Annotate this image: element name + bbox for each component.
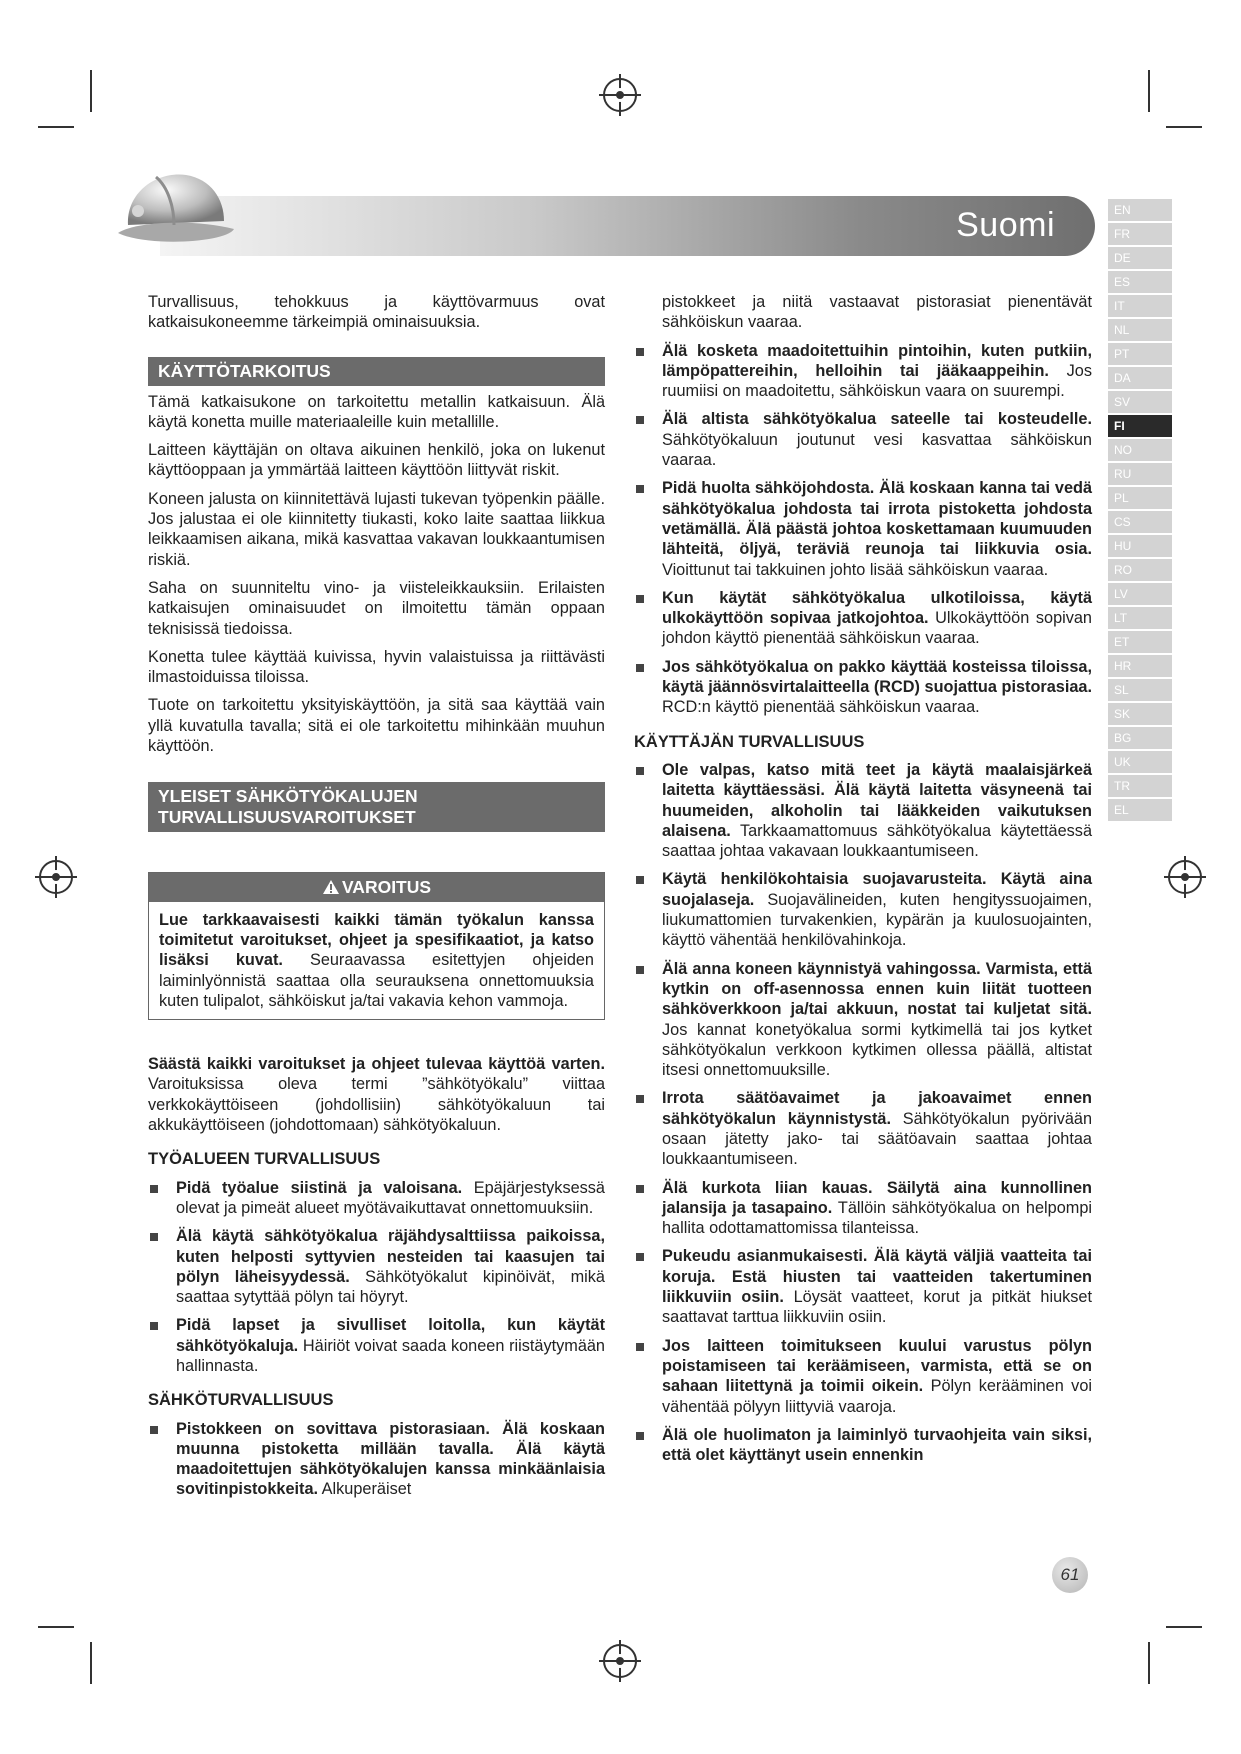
warning-box [148,872,605,1020]
item-bold: Käytä henkilökohtaisia suojavarusteita. Käytä aina suojalaseja. [662,870,1092,909]
lang-tab-lt[interactable]: LT [1108,607,1172,629]
list-item [634,1336,1092,1417]
lang-tab-en[interactable]: EN [1108,199,1172,221]
warning-title: VAROITUS [341,877,432,898]
item-bold: Älä altista sähkötyökalua sateelle tai kosteudelle. [662,410,1092,429]
item-bold: Pukeudu asianmukaisesti. Älä käytä väljiä vaatteita tai koruja. Estä hiusten tai vaatteiden takertuminen liikkuviin osiin. [662,1247,1092,1307]
item-text: Löysät vaatteet, korut ja pitkät hiukset saattavat tarttua liikkuviin osiin. [662,1288,1092,1327]
electric-list-continued [634,341,1092,718]
lang-tab-es[interactable]: ES [1108,271,1172,293]
registration-mark-icon [603,78,637,112]
item-bold: Älä kurkota liian kauas. Säilytä aina kunnollinen jalansija ja tasapaino. [662,1178,1092,1217]
list-item [634,760,1092,861]
purpose-paragraph: Koneen jalusta on kiinnitettävä lujasti tukevan työpenkin päälle. Jos jalustaa ei ole kiinnitetty tiukasti, koko laite saattaa liikkua leikkaamisen aikana, mikä kasvattaa vakavan loukkaantumisen riskiä. [148,489,605,569]
item-text: Sähkötyökalun pyörivään osaan jätetty jako- tai säätöavain saattaa johtaa loukkaantumiseen. [662,1109,1092,1169]
list-item [148,1315,605,1376]
list-item [634,1246,1092,1327]
list-item [148,1226,605,1307]
item-bold: Pistokkeen on sovittava pistorasiaan. Älä koskaan muunna pistoketta millään tavalla. Älä käytä maadoitettujen sähkötyökalujen kanssa minkäänlaisia sovitinpistokkeita. [176,1419,605,1499]
lang-tab-sk[interactable]: SK [1108,703,1172,725]
section-heading-electric: SÄHKÖTURVALLISUUS [148,1391,334,1410]
crop-mark [1166,1626,1202,1628]
lang-tab-fr[interactable]: FR [1108,223,1172,245]
list-item [634,409,1092,470]
right-column [634,292,1092,1473]
item-bold: Pidä huolta sähköjohdosta. Älä koskaan kanna tai vedä sähkötyökalua johdosta tai irrota pistoketta johdosta vetämällä. Älä päästä johtoa koskettamaan kuumuuden lähteitä, öljyä, teräviä reunoja tai liikkuvia osia. [662,479,1092,559]
item-bold: Älä kosketa maadoitettuihin pintoihin, kuten putkiin, lämpöpattereihin, helloihin tai jääkaappeihin. [662,341,1092,380]
purpose-paragraph: Tämä katkaisukone on tarkoitettu metallin katkaisuun. Älä käytä konetta muille materiaaleille kuin metallille. [148,392,605,431]
list-item [634,657,1092,718]
list-item [634,1425,1092,1466]
item-bold: Älä anna koneen käynnistyä vahingossa. Varmista, että kytkin on off-asennossa ennen kuin liität tuotteen sähköverkkoon ja/tai akkuun, nostat tai kuljetat sitä. [662,959,1092,1019]
lang-tab-ru[interactable]: RU [1108,463,1172,485]
item-text: Epäjärjestyksessä olevat ja pimeät alueet myötävaikuttavat onnettomuuksiin. [176,1178,605,1217]
item-text: Jos ruumiisi on maadoitettu, sähköiskun vaara on suurempi. [662,361,1092,401]
warning-header [149,873,604,901]
item-text: Sähkötyökaluun joutunut vesi kasvattaa sähköiskun vaaraa. [662,430,1092,470]
section-heading-user: KÄYTTÄJÄN TURVALLISUUS [634,732,865,751]
item-bold: Älä ole huolimaton ja laiminlyö turvaohjeita vain siksi, että olet käyttänyt usein ennenkin [662,1425,1092,1465]
lang-tab-da[interactable]: DA [1108,367,1172,389]
purpose-paragraph: Laitteen käyttäjän on oltava aikuinen henkilö, joka on lukenut käyttöoppaan ja ymmärtää laitteen käyttöön liittyvät riskit. [148,441,605,480]
item-bold: Älä käytä sähkötyökalua räjähdysalttiissa paikoissa, kuten helposti syttyvien nesteiden tai kaasujen tai pölyn läheisyydessä. [176,1227,605,1286]
header-band [160,196,1095,256]
user-safety-list [634,760,1092,1466]
work-area-list [148,1178,605,1377]
electric-list [148,1419,605,1500]
section-heading-work-area: TYÖALUEEN TURVALLISUUS [148,1150,381,1169]
lang-tab-uk[interactable]: UK [1108,751,1172,773]
lang-tab-de[interactable]: DE [1108,247,1172,269]
lang-tab-lv[interactable]: LV [1108,583,1172,605]
list-item [634,1178,1092,1239]
warning-text: Seuraavassa esitettyjen ohjeiden laiminlyönnistä saattaa olla seurauksena onnettomuuksia kuten tulipalot, sähköiskut ja/tai vakavia kehon vammoja. [159,951,594,1010]
item-text: Jos kannat konetyökalua sormi kytkimellä tai jos kytket sähkötyökalun verkkoon kytkimen ollessa päällä, altistat itsesi onnettomuuksille. [662,1020,1092,1080]
lang-tab-bg[interactable]: BG [1108,727,1172,749]
item-bold: Jos laitteen toimitukseen kuului varustus pölyn poistamiseen tai keräämiseen, varmista, että se on sahaan liitettynä ja toimii oikein. [662,1336,1092,1396]
list-item [148,1419,605,1500]
item-bold: Irrota säätöavaimet ja jakoavaimet ennen sähkötyökalun käynnistystä. [662,1089,1092,1128]
registration-mark-icon [603,1644,637,1678]
page-title: Suomi [956,206,1055,244]
lang-tab-sl[interactable]: SL [1108,679,1172,701]
item-bold: Jos sähkötyökalua on pakko käyttää kosteissa tiloissa, käytä jäännösvirtalaitteella (RCD) suojattua pistorasiaa. [662,657,1092,697]
list-item [634,588,1092,649]
lang-tab-et[interactable]: ET [1108,631,1172,653]
crop-mark [1166,126,1202,128]
section-heading-purpose: KÄYTTÖTARKOITUS [148,357,605,386]
purpose-paragraph: Saha on suunniteltu vino- ja viisteleikkauksiin. Erilaisten katkaisujen ominaisuudet on ilmoitettu tämän oppaan teknisissä tiedoissa. [148,578,605,638]
item-text: Vioittunut tai takkuinen johto lisää sähköiskun vaaraa. [662,560,1049,579]
item-text: Häiriöt voivat saada koneen riistäytymään hallinnasta. [176,1336,605,1375]
crop-mark [90,1642,92,1684]
hard-hat-icon [116,163,236,255]
purpose-paragraph: Konetta tulee käyttää kuivissa, hyvin valaistuissa ja riittävästi ilmastoiduissa tiloissa. [148,647,605,687]
crop-mark [90,70,92,112]
lang-tab-no[interactable]: NO [1108,439,1172,461]
item-text: Alkuperäiset [318,1480,412,1499]
item-text: Pölyn kerääminen voi vähentää pölyyn liittyviä vaaroja. [662,1377,1092,1416]
item-bold: Pidä lapset ja sivulliset loitolla, kun käytät sähkötyökaluja. [176,1316,605,1355]
lang-tab-ro[interactable]: RO [1108,559,1172,581]
registration-mark-icon [1168,860,1202,894]
warning-body [149,902,604,1019]
intro-paragraph: Turvallisuus, tehokkuus ja käyttövarmuus ovat katkaisukoneemme tärkeimpiä ominaisuuksia. [148,293,605,332]
item-text: Sähkötyökalut kipinöivät, mikä saattaa sytyttää pölyn tai höyryt. [176,1267,605,1307]
item-bold: Ole valpas, katso mitä teet ja käytä maalaisjärkeä laitetta käyttäessäsi. Älä käytä laitetta väsyneenä tai huumeiden, alkoholin tai lääkkeiden vaikutuksen alaisena. [662,760,1092,840]
item-text: Tarkkaamattomuus sähkötyökalua käytettäessä saattaa johtaa vakavaan loukkaantumiseen. [662,821,1092,861]
crop-mark [38,126,74,128]
page-number: 61 [1052,1557,1088,1593]
language-tabs [1108,199,1172,823]
crop-mark [1148,1642,1150,1684]
continuation-paragraph: pistokkeet ja niitä vastaavat pistorasiat pienentävät sähköiskun vaaraa. [662,293,1092,332]
lang-tab-hu[interactable]: HU [1108,535,1172,557]
lang-tab-hr[interactable]: HR [1108,655,1172,677]
item-text: Ulkokäyttöön sopivan johdon käyttö pienentää sähköiskun vaaraa. [662,609,1092,648]
save-bold-text: Säästä kaikki varoitukset ja ohjeet tulevaa käyttöä varten. [148,1055,605,1074]
lang-tab-cs[interactable]: CS [1108,511,1172,533]
lang-tab-sv[interactable]: SV [1108,391,1172,413]
list-item [634,1088,1092,1169]
purpose-paragraph: Tuote on tarkoitettu yksityiskäyttöön, ja sitä saa käyttää vain yllä kuvatulla tavalla; sitä ei ole tarkoitettu mihinkään muuhun käyttöön. [148,696,605,756]
left-column [148,292,605,1508]
section-heading-general: YLEISET SÄHKÖTYÖKALUJEN TURVALLISUUSVAROITUKSET [148,782,605,832]
list-item [634,959,1092,1081]
warning-triangle-icon [322,879,340,895]
warning-bold-text: Lue tarkkaavaisesti kaikki tämän työkalun kanssa toimitetut varoitukset, ohjeet ja spesifikaatiot, ja katso lisäksi kuvat. [159,910,594,970]
item-text: RCD:n käyttö pienentää sähköiskun vaaraa. [662,698,980,717]
lang-tab-pl[interactable]: PL [1108,487,1172,509]
item-text: Tällöin sähkötyökalua on helpompi hallita odottamattomissa tilanteissa. [662,1198,1092,1238]
registration-mark-icon [39,860,73,894]
lang-tab-el[interactable]: EL [1108,799,1172,821]
crop-mark [38,1626,74,1628]
list-item [634,341,1092,402]
lang-tab-pt[interactable]: PT [1108,343,1172,365]
save-text: Varoituksissa oleva termi ”sähkötyökalu” viittaa verkkokäyttöiseen (johdollisiin) sähkötyökaluun tai akkukäyttöiseen (johdottomaan) sähkötyökaluun. [148,1075,605,1135]
list-item [634,478,1092,579]
lang-tab-tr[interactable]: TR [1108,775,1172,797]
item-bold: Pidä työalue siistinä ja valoisana. [176,1178,463,1197]
lang-tab-it[interactable]: IT [1108,295,1172,317]
save-instructions [148,1054,605,1135]
item-bold: Kun käytät sähkötyökalua ulkotiloissa, käytä ulkokäyttöön sopivaa jatkojohtoa. [662,588,1092,628]
list-item [148,1178,605,1219]
item-text: Suojavälineiden, kuten hengityssuojaimen, liukumattomien turvakenkien, kypärän ja kuulosuojainten, käyttö vähentää henkilövahinkoja. [662,890,1092,950]
lang-tab-nl[interactable]: NL [1108,319,1172,341]
lang-tab-fi[interactable]: FI [1108,415,1172,437]
list-item [634,869,1092,950]
crop-mark [1148,70,1150,112]
